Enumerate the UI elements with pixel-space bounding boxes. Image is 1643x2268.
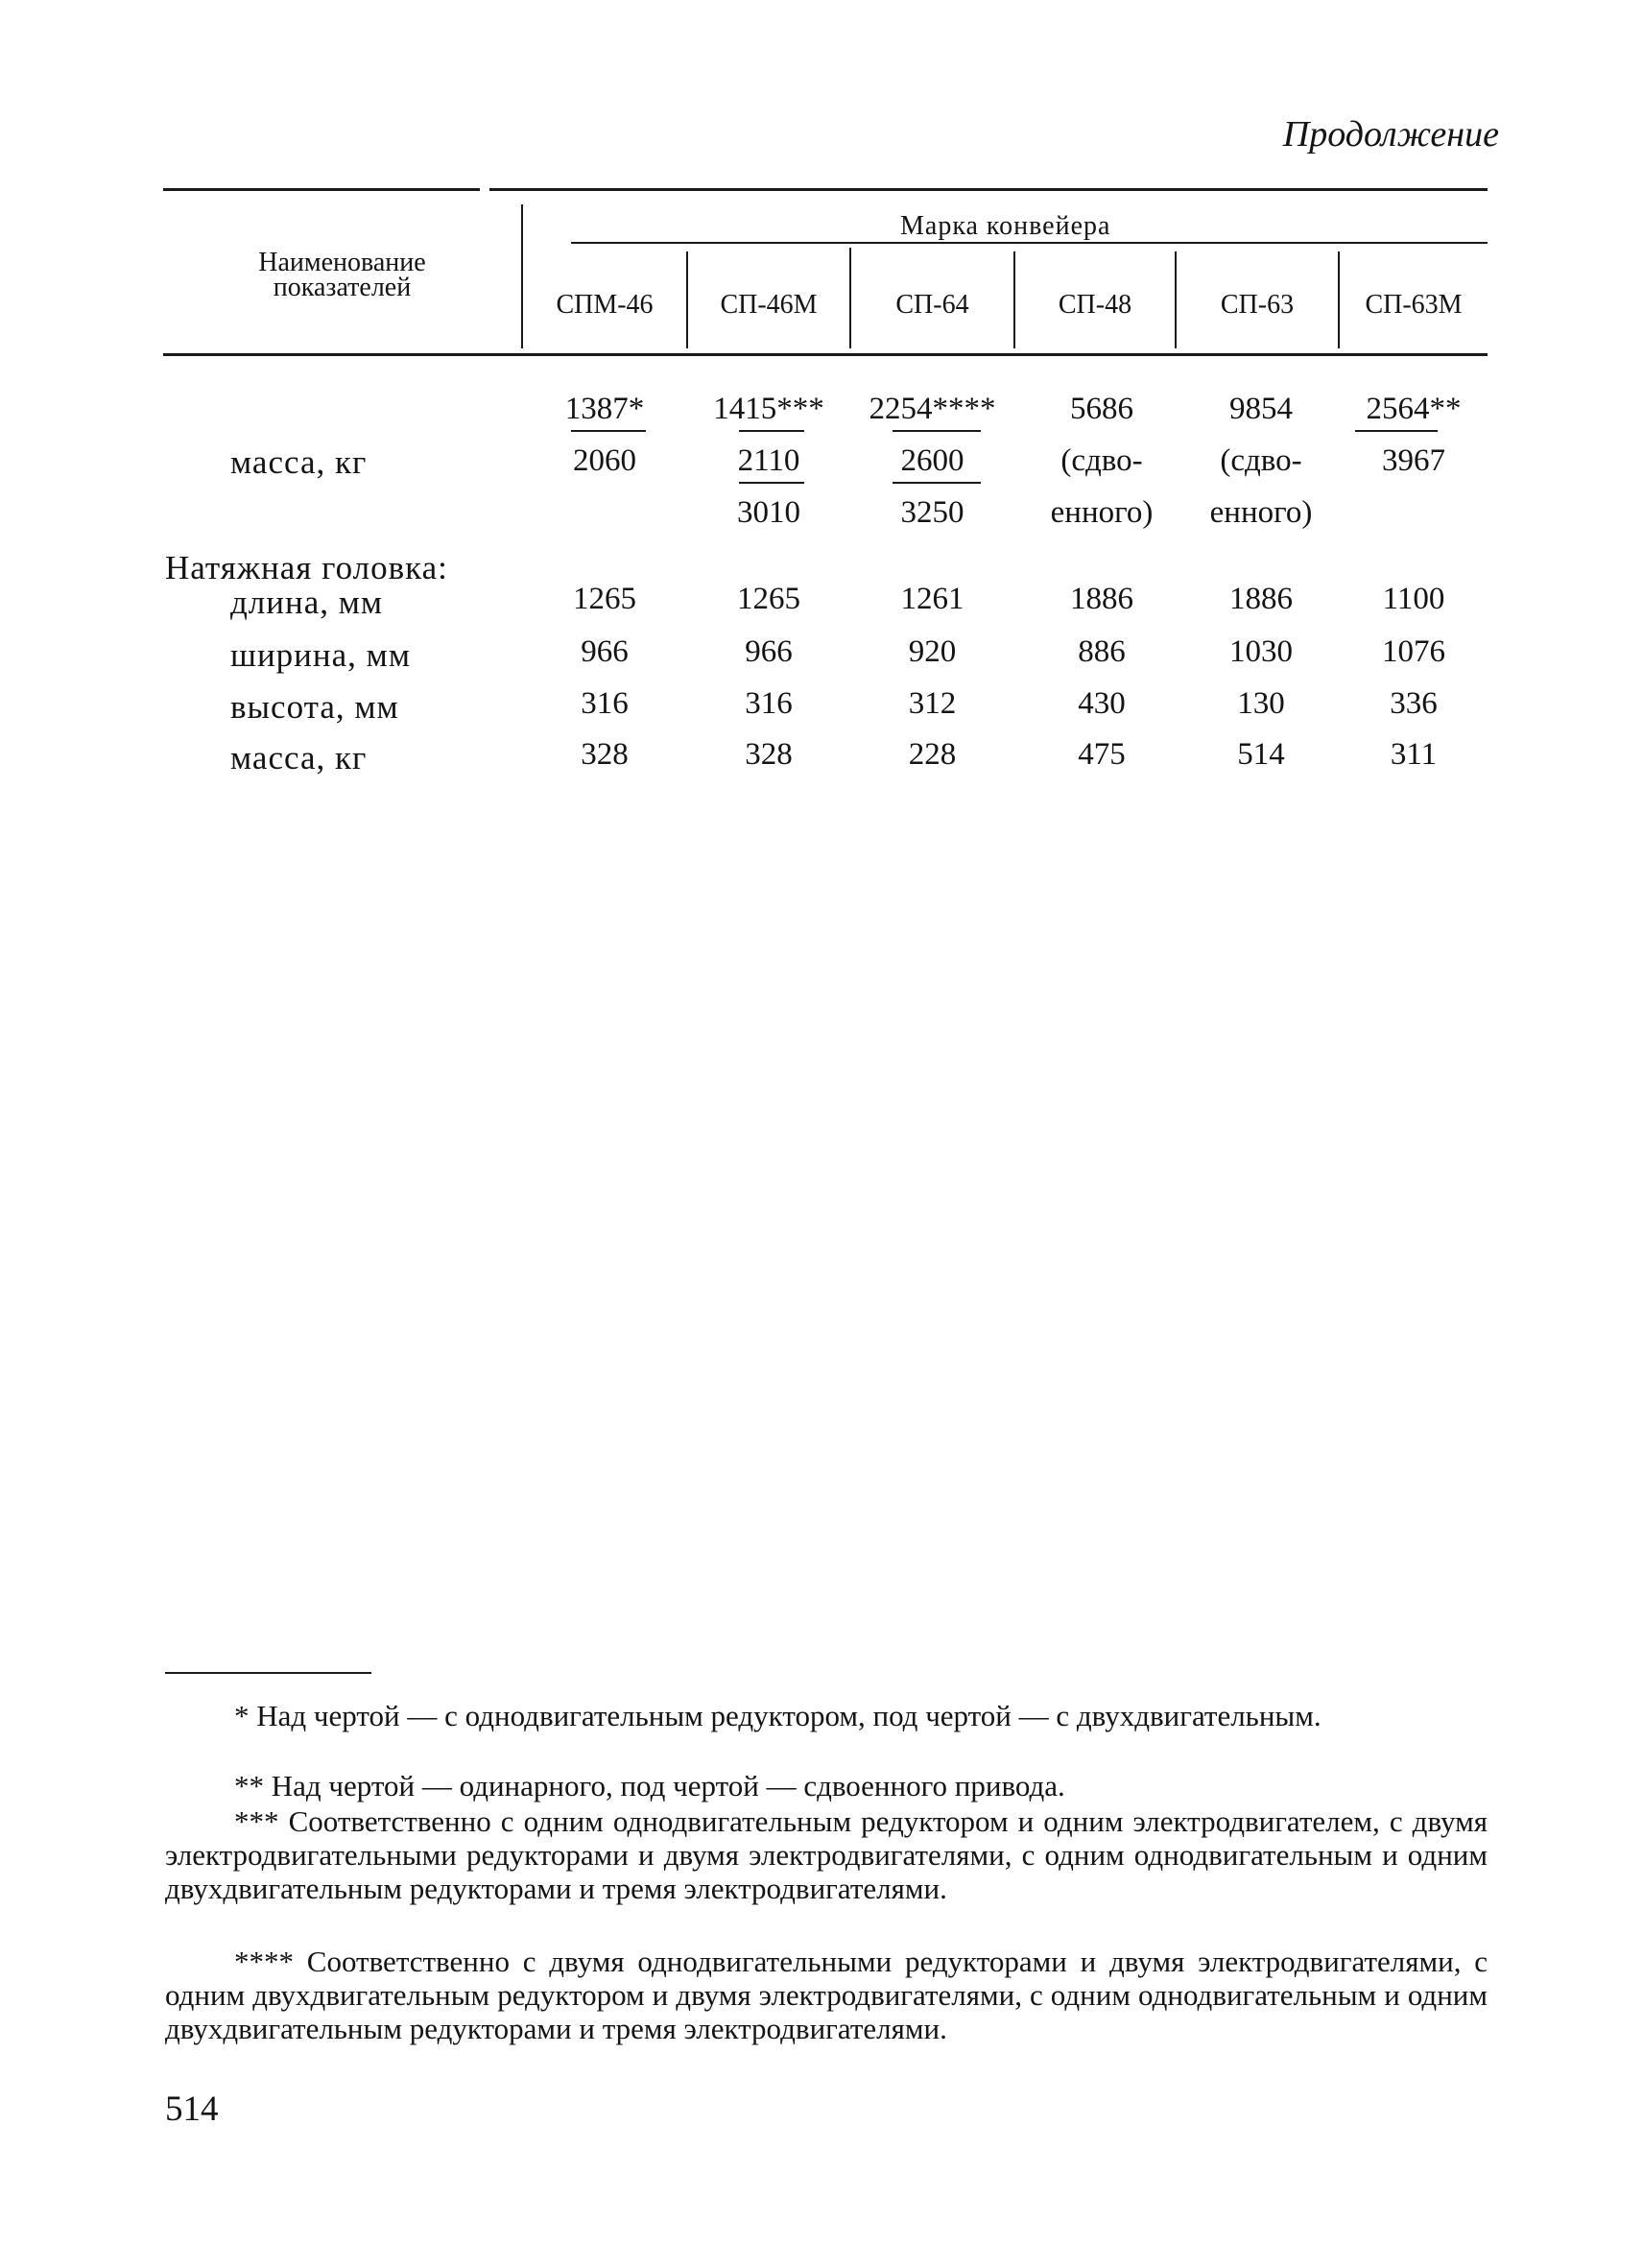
column-header: СП-63М: [1365, 290, 1463, 320]
column-header: СП-64: [895, 290, 969, 320]
row-label-mass: масса, кг: [230, 443, 368, 481]
table-cell: 1100: [1382, 582, 1445, 616]
column-header: СП-46М: [720, 290, 818, 320]
mass-cell-top: 2254****: [869, 392, 996, 426]
table-cell: 430: [1078, 686, 1126, 721]
table-cell: 328: [581, 737, 629, 772]
table-cell: 1076: [1382, 634, 1445, 669]
table-cell: 1886: [1070, 582, 1133, 616]
mass-cell-bottom: 3967: [1382, 443, 1445, 478]
mass-cell-bottom: енного): [1209, 495, 1313, 530]
table-cell: 886: [1078, 634, 1126, 669]
table-header-bottom-rule: [163, 353, 1488, 356]
footnote: * Над чертой — с однодвигательным редуктором, под чертой — с двухдвигательным.: [234, 1699, 1322, 1732]
table-cell: 514: [1237, 737, 1285, 772]
row-label: высота, мм: [230, 688, 399, 726]
table-top-rule-left: [163, 188, 480, 191]
column-header: СП-63: [1220, 290, 1295, 320]
mass-cell-bottom: 3250: [900, 495, 964, 530]
footnote-separator: [165, 1672, 371, 1674]
fraction-bar: [893, 482, 981, 484]
table-cell: 966: [581, 634, 629, 669]
footnote: ** Над чертой — одинарного, под чертой — сдвоенного привода.: [234, 1769, 1065, 1802]
mass-cell-top: 1387*: [564, 392, 645, 426]
name-header-line2: показателей: [273, 273, 412, 302]
table-cell: 920: [908, 634, 957, 669]
table-cell: 1261: [900, 582, 964, 616]
footnote: **** Соответственно с двумя однодвигательными редукторами и двумя электродвигателями, с одним двухдвигательным редуктором и двумя электродвигателями, с одним однодвигательным и одним двухдвигательным редукторами и тремя электродвигателями.: [165, 1945, 1488, 2045]
table-cell: 475: [1078, 737, 1126, 772]
mass-cell-middle: 2600: [900, 443, 964, 478]
table-cell: 1265: [573, 582, 636, 616]
table-cell: 1265: [737, 582, 800, 616]
mass-cell-top: 2564**: [1366, 392, 1462, 426]
mass-cell-bottom: 2060: [573, 443, 636, 478]
table-top-rule-right: [489, 188, 1488, 191]
section-label: Натяжная головка:: [165, 549, 448, 586]
fraction-bar: [893, 430, 981, 432]
table-cell: 228: [908, 737, 957, 772]
mass-cell-top: 5686: [1070, 392, 1133, 426]
footnote: *** Соответственно с одним однодвигательным редуктором и одним электродвигателем, с двумя электродвигательными редукторами и двумя электродвигателями, с одним однодвигательным и одним двухдвигательным редукторами и тремя электродвигателями.: [165, 1804, 1488, 1905]
fraction-bar: [739, 482, 804, 484]
table-cell: 1886: [1229, 582, 1293, 616]
name-column-divider: [521, 204, 523, 348]
table-cell: 311: [1390, 737, 1438, 772]
table-cell: 130: [1237, 686, 1285, 721]
continued-label: Продолжение: [1282, 114, 1499, 155]
mass-cell-bottom: 3010: [737, 495, 800, 530]
row-label: длина, мм: [230, 584, 384, 621]
name-header-line1: Наименование: [258, 248, 426, 277]
table-cell: 336: [1390, 686, 1438, 721]
table-cell: 328: [745, 737, 793, 772]
group-header: Марка конвейера: [900, 211, 1111, 241]
page-number: 514: [165, 2089, 219, 2129]
fraction-bar: [739, 430, 804, 432]
fraction-bar: [1355, 430, 1438, 432]
column-header: СП-48: [1058, 290, 1132, 320]
table-cell: 312: [908, 686, 957, 721]
table-cell: 316: [581, 686, 629, 721]
mass-cell-bottom: енного): [1050, 495, 1154, 530]
fraction-bar: [571, 430, 646, 432]
table-cell: 966: [745, 634, 793, 669]
table-cell: 316: [745, 686, 793, 721]
column-header: СПМ-46: [556, 290, 654, 320]
mass-cell-middle: (сдво-: [1220, 443, 1302, 478]
mass-cell-top: 9854: [1229, 392, 1293, 426]
mass-cell-top: 1415***: [713, 392, 824, 426]
mass-cell-middle: (сдво-: [1060, 443, 1143, 478]
table-cell: 1030: [1229, 634, 1293, 669]
row-label: ширина, мм: [230, 636, 411, 674]
row-label: масса, кг: [230, 739, 368, 776]
group-header-rule: [571, 242, 1488, 244]
mass-cell-middle: 2110: [737, 443, 800, 478]
